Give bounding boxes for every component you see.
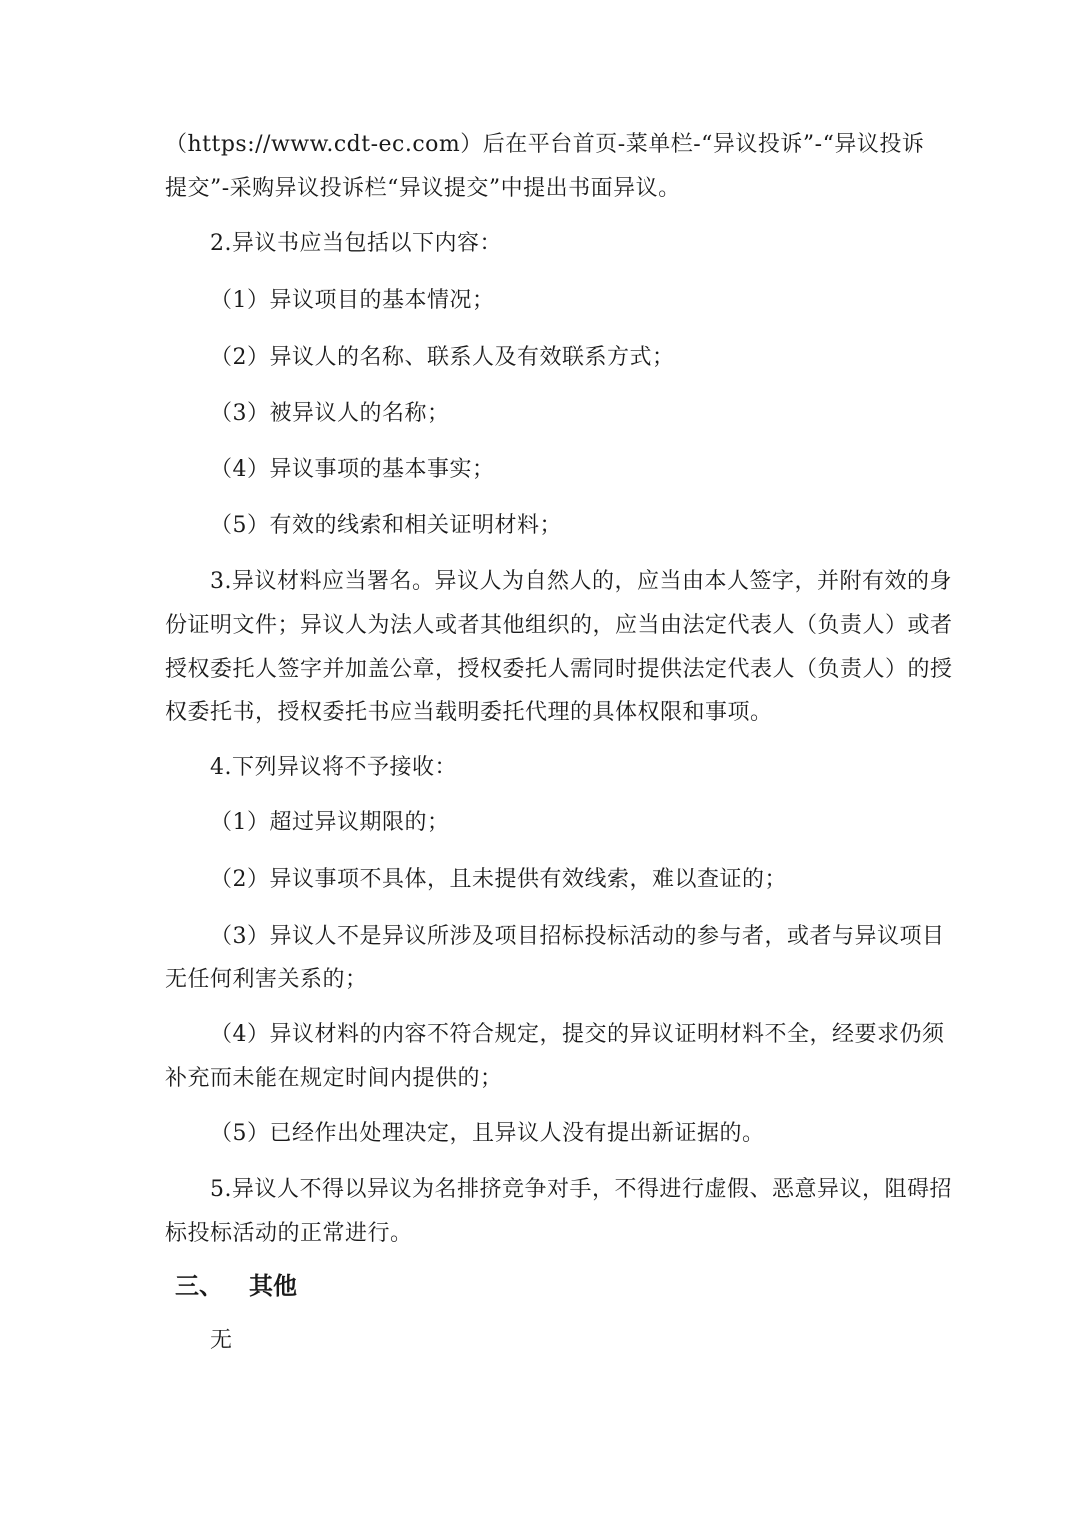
list-item: （3）被异议人的名称； bbox=[210, 401, 450, 426]
paragraph-line: 3.异议材料应当署名。异议人为自然人的，应当由本人签字，并附有效的身 bbox=[210, 569, 952, 594]
list-item: （3）异议人不是异议所涉及项目招标投标活动的参与者，或者与异议项目 bbox=[210, 924, 945, 949]
list-intro: 4.下列异议将不予接收： bbox=[210, 755, 457, 780]
list-item: （1）超过异议期限的； bbox=[210, 810, 450, 835]
paragraph-line: 5.异议人不得以异议为名排挤竞争对手，不得进行虚假、恶意异议，阻碍招 bbox=[210, 1177, 952, 1202]
section-heading bbox=[175, 1270, 297, 1302]
list-item: （5）有效的线索和相关证明材料； bbox=[210, 513, 562, 538]
list-item: （4）异议材料的内容不符合规定，提交的异议证明材料不全，经要求仍须 bbox=[210, 1022, 945, 1047]
paragraph-line: （https://www.cdt-ec.com）后在平台首页-菜单栏-“异议投诉”-“异议投诉 bbox=[165, 132, 925, 157]
paragraph-line: 标投标活动的正常进行。 bbox=[165, 1221, 413, 1246]
paragraph-line: 授权委托人签字并加盖公章，授权委托人需同时提供法定代表人（负责人）的授 bbox=[165, 657, 953, 682]
list-intro: 2.异议书应当包括以下内容： bbox=[210, 231, 502, 256]
paragraph-line: 份证明文件；异议人为法人或者其他组织的，应当由法定代表人（负责人）或者 bbox=[165, 613, 953, 638]
list-item: （2）异议事项不具体，且未提供有效线索，难以查证的； bbox=[210, 867, 787, 892]
section-number: 三、 bbox=[175, 1272, 223, 1300]
paragraph-line: 提交”-采购异议投诉栏“异议提交”中提出书面异议。 bbox=[165, 176, 681, 201]
list-item: （4）异议事项的基本事实； bbox=[210, 457, 495, 482]
list-item: （5）已经作出处理决定，且异议人没有提出新证据的。 bbox=[210, 1121, 765, 1146]
list-item: （2）异议人的名称、联系人及有效联系方式； bbox=[210, 345, 675, 370]
list-item-continuation: 无任何利害关系的； bbox=[165, 967, 368, 992]
paragraph-line: 权委托书，授权委托书应当载明委托代理的具体权限和事项。 bbox=[165, 700, 773, 725]
list-item-continuation: 补充而未能在规定时间内提供的； bbox=[165, 1066, 503, 1091]
section-body: 无 bbox=[210, 1328, 233, 1353]
section-title: 其他 bbox=[249, 1272, 297, 1300]
list-item: （1）异议项目的基本情况； bbox=[210, 288, 495, 313]
